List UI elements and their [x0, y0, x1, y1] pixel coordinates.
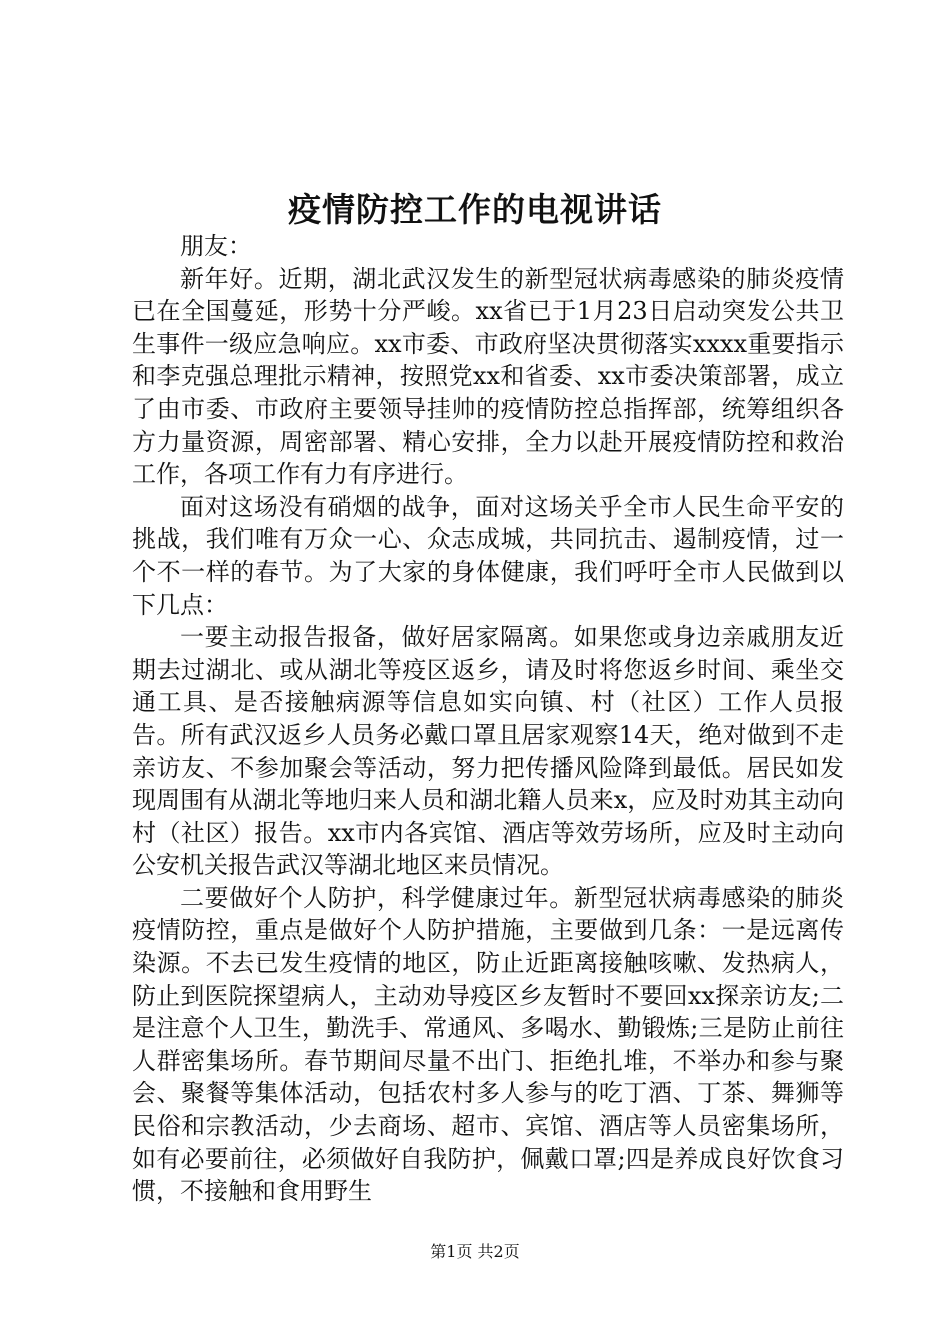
salutation: 朋友： — [180, 232, 252, 260]
document-title: 疫情防控工作的电视讲话 — [288, 190, 662, 229]
paragraph-point-one: 一要主动报告报备，做好居家隔离。如果您或身边亲戚朋友近期去过湖北、或从湖北等疫区返乡，请及时将您返乡时间、乘坐交通工具、是否接触病源等信息如实向镇、村（社区）工作人员报告。所有武汉返乡人员务必戴口罩且居家观察14天，绝对做到不走亲访友、不参加聚会等活动，努力把传播风险降到最低。居民如发现周围有从湖北等地归来人员和湖北籍人员来x，应及时劝其主动向村（社区）报告。xx市内各宾馆、酒店等效劳场所，应及时主动向公安机关报告武汉等湖北地区来员情况。 — [132, 623, 844, 880]
paragraph-point-two: 二要做好个人防护，科学健康过年。新型冠状病毒感染的肺炎疫情防控，重点是做好个人防护措施，主要做到几条：一是远离传染源。不去已发生疫情的地区，防止近距离接触咳嗽、发热病人，防止到医院探望病人，主动劝导疫区乡友暂时不要回xx探亲访友;二是注意个人卫生，勤洗手、常通风、多喝水、勤锻炼;三是防止前往人群密集场所。春节期间尽量不出门、拒绝扎堆，不举办和参与聚会、聚餐等集体活动，包括农村多人参与的吃丁酒、丁茶、舞狮等民俗和宗教活动，少去商场、超市、宾馆、酒店等人员密集场所，如有必要前往，必须做好自我防护，佩戴口罩;四是养成良好饮食习惯，不接触和食用野生 — [132, 883, 844, 1206]
paragraph-greeting-situation: 新年好。近期，湖北武汉发生的新型冠状病毒感染的肺炎疫情已在全国蔓延，形势十分严峻。xx省已于1月23日启动突发公共卫生事件一级应急响应。xx市委、市政府坚决贯彻落实xxxx重要指示和李克强总理批示精神，按照党xx和省委、xx市委决策部署，成立了由市委、市政府主要领导挂帅的疫情防控总指挥部，统筹组织各方力量资源，周密部署、精心安排，全力以赴开展疫情防控和救治工作，各项工作有力有序进行。 — [132, 264, 844, 489]
document-body — [132, 230, 844, 1208]
paragraph-appeal: 面对这场没有硝烟的战争，面对这场关乎全市人民生命平安的挑战，我们唯有万众一心、众志成城，共同抗击、遏制疫情，过一个不一样的春节。为了大家的身体健康，我们呼吁全市人民做到以下几点： — [132, 492, 844, 619]
page-number-footer: 第1页 共2页 — [430, 1242, 520, 1261]
